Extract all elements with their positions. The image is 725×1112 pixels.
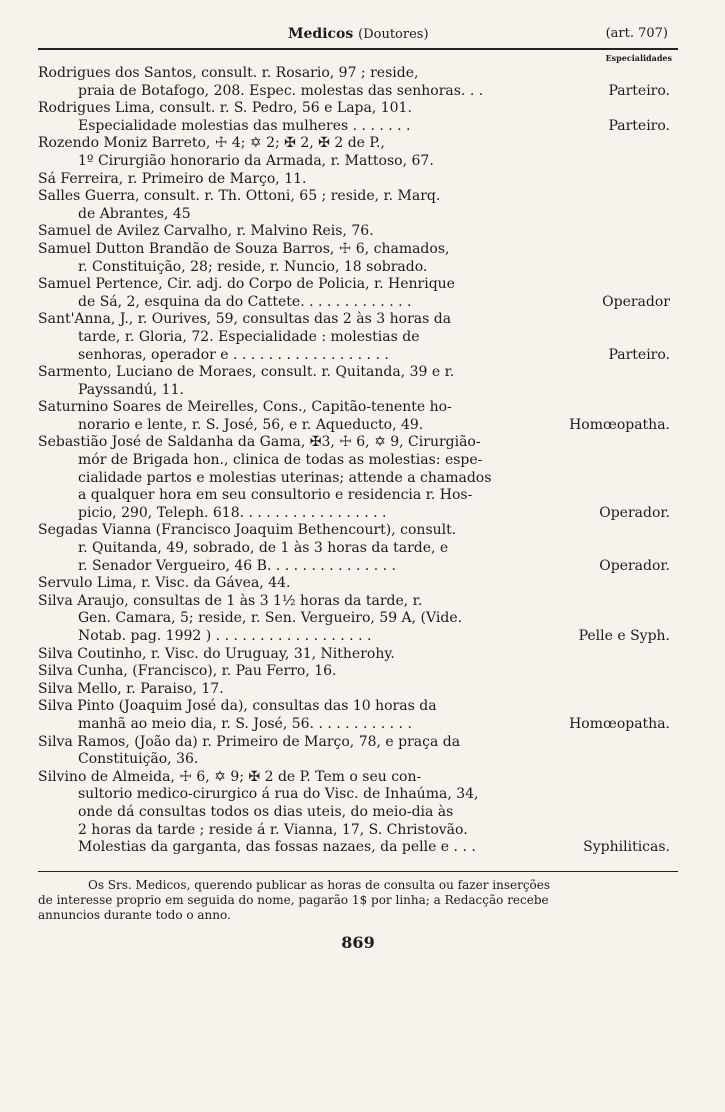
entry-line: Saturnino Soares de Meirelles, Cons., Capitão-tenente ho- bbox=[38, 399, 452, 416]
entry-specialty: Homœopatha. bbox=[569, 715, 670, 732]
directory-entry bbox=[38, 593, 678, 646]
entry-line: Silva Pinto (Joaquim José da), consultas das 10 horas da bbox=[38, 698, 437, 715]
entry-line: Silva Mello, r. Paraiso, 17. bbox=[38, 680, 224, 697]
entry-line: Sá Ferreira, r. Primeiro de Março, 11. bbox=[38, 170, 307, 187]
directory-entry bbox=[38, 223, 678, 241]
entry-line: Rodrigues dos Santos, consult. r. Rosario, 97 ; reside, bbox=[38, 65, 419, 81]
note-line: annuncios durante todo o anno. bbox=[38, 907, 231, 922]
directory-entry bbox=[38, 434, 678, 522]
entry-line: 1º Cirurgião honorario da Armada, r. Mattoso, 67. bbox=[78, 152, 434, 169]
entry-line: r. Quitanda, 49, sobrado, de 1 às 3 horas da tarde, e bbox=[78, 540, 449, 557]
entry-line: Silva Araujo, consultas de 1 às 3 1½ horas da tarde, r. bbox=[38, 592, 423, 609]
directory-entry bbox=[38, 171, 678, 189]
note-line: Os Srs. Medicos, querendo publicar as horas de consulta ou fazer inserções bbox=[88, 877, 551, 892]
directory-entry bbox=[38, 65, 678, 100]
entry-line: norario e lente, r. S. José, 56, e r. Aqueducto, 49. bbox=[78, 416, 424, 433]
specialties-column-heading: Especialidades bbox=[605, 53, 672, 63]
directory-page bbox=[38, 24, 678, 952]
entry-line: Sarmento, Luciano de Moraes, consult. r. Quitanda, 39 e r. bbox=[38, 364, 455, 381]
article-number: (art. 707) bbox=[605, 26, 668, 41]
directory-entry bbox=[38, 276, 678, 311]
directory-entry bbox=[38, 769, 678, 857]
entry-specialty: Parteiro. bbox=[608, 117, 670, 134]
entry-specialty: Operador. bbox=[599, 504, 670, 521]
entry-line: Silva Cunha, (Francisco), r. Pau Ferro, 16. bbox=[38, 663, 337, 680]
entry-specialty: Parteiro. bbox=[608, 346, 670, 363]
entry-line: Rodrigues Lima, consult. r. S. Pedro, 56 e Lapa, 101. bbox=[38, 100, 412, 117]
entry-specialty: Homœopatha. bbox=[569, 416, 670, 433]
directory-entry bbox=[38, 135, 678, 170]
entry-line: Gen. Camara, 5; reside, r. Sen. Vergueiro, 59 A, (Vide. bbox=[78, 610, 463, 627]
entry-line: Molestias da garganta, das fossas nazaes, da pelle e . . . bbox=[78, 839, 476, 856]
directory-entry bbox=[38, 681, 678, 699]
entry-line: Silva Ramos, (João da) r. Primeiro de Março, 78, e praça da bbox=[38, 733, 461, 750]
directory-entry bbox=[38, 241, 678, 276]
entry-line: onde dá consultas todos os dias uteis, do meio-dia às bbox=[78, 803, 454, 820]
entry-specialty: Parteiro. bbox=[608, 82, 670, 99]
header-title: Medicos (Doutores) bbox=[288, 26, 429, 42]
entry-line: Samuel Dutton Brandão de Souza Barros, ☩ 6, chamados, bbox=[38, 240, 450, 257]
directory-entry bbox=[38, 698, 678, 733]
entry-line: de Abrantes, 45 bbox=[78, 205, 191, 222]
entry-line: mór de Brigada hon., clinica de todas as molestias: espe- bbox=[78, 452, 483, 469]
header-subtitle: (Doutores) bbox=[358, 27, 429, 42]
entry-line: tarde, r. Gloria, 72. Especialidade : molestias de bbox=[78, 328, 420, 345]
entry-line: sultorio medico-cirurgico á rua do Visc. de Inhaúma, 34, bbox=[78, 786, 479, 803]
entry-line: Silva Coutinho, r. Visc. do Uruguay, 31, Nitherohy. bbox=[38, 645, 395, 662]
entry-line: manhã ao meio dia, r. S. José, 56. . . . . . . . . . . . bbox=[78, 715, 412, 732]
header-rule bbox=[38, 48, 678, 50]
entry-line: praia de Botafogo, 208. Espec. molestas das senhoras. . . bbox=[78, 82, 484, 99]
directory-entry bbox=[38, 100, 678, 135]
directory-entry bbox=[38, 522, 678, 575]
page-header bbox=[38, 24, 678, 46]
entry-specialty: Syphiliticas. bbox=[583, 839, 670, 856]
entry-line: Samuel de Avilez Carvalho, r. Malvino Reis, 76. bbox=[38, 223, 374, 240]
entry-line: Samuel Pertence, Cir. adj. do Corpo de Policia, r. Henrique bbox=[38, 276, 455, 293]
entry-line: Rozendo Moniz Barreto, ☩ 4; ✡ 2; ✠ 2, ✠ 2 de P., bbox=[38, 135, 385, 152]
entry-line: cialidade partos e molestias uterinas; attende a chamados bbox=[78, 469, 492, 486]
entry-specialty: Operador bbox=[602, 293, 670, 310]
directory-entry bbox=[38, 663, 678, 681]
entry-line: a qualquer hora em seu consultorio e residencia r. Hos- bbox=[78, 487, 473, 504]
footer-note bbox=[38, 878, 678, 923]
entry-line: Segadas Vianna (Francisco Joaquim Bethencourt), consult. bbox=[38, 522, 457, 539]
entry-line: Sant'Anna, J., r. Ourives, 59, consultas das 2 às 3 horas da bbox=[38, 311, 452, 328]
entry-line: Payssandú, 11. bbox=[78, 381, 184, 398]
page-number: 869 bbox=[341, 932, 375, 952]
entry-line: de Sá, 2, esquina da do Cattete. . . . . . . . . . . . . bbox=[78, 293, 412, 310]
entry-line: Especialidade molestias das mulheres . . . . . . . bbox=[78, 117, 411, 134]
entry-specialty: Operador. bbox=[599, 557, 670, 574]
entry-line: r. Constituição, 28; reside, r. Nuncio, 18 sobrado. bbox=[78, 258, 428, 275]
note-line: de interesse proprio em seguida do nome, pagarão 1$ por linha; a Redacção recebe bbox=[38, 892, 549, 907]
directory-entry bbox=[38, 399, 678, 434]
entry-specialty: Pelle e Syph. bbox=[578, 628, 670, 644]
entry-line: Silvino de Almeida, ☩ 6, ✡ 9; ✠ 2 de P. Tem o seu con- bbox=[38, 768, 422, 785]
entry-line: Servulo Lima, r. Visc. da Gávea, 44. bbox=[38, 575, 291, 592]
entry-line: Salles Guerra, consult. r. Th. Ottoni, 65 ; reside, r. Marq. bbox=[38, 188, 441, 205]
directory-entry bbox=[38, 364, 678, 399]
directory-entry bbox=[38, 646, 678, 664]
directory-entry bbox=[38, 311, 678, 364]
entry-line: r. Senador Vergueiro, 46 B. . . . . . . . . . . . . . . bbox=[78, 557, 397, 574]
footer-rule bbox=[38, 871, 678, 872]
directory-entry bbox=[38, 734, 678, 769]
entry-line: Notab. pag. 1992 ) . . . . . . . . . . . . . . . . . . bbox=[78, 628, 372, 644]
physician-list bbox=[38, 65, 678, 857]
entry-line: Sebastião José de Saldanha da Gama, ✠3, ☩ 6, ✡ 9, Cirurgião- bbox=[38, 434, 481, 451]
directory-entry bbox=[38, 188, 678, 223]
entry-line: Constituição, 36. bbox=[78, 751, 199, 768]
entry-line: picio, 290, Teleph. 618. . . . . . . . . . . . . . . . . bbox=[78, 504, 387, 521]
directory-entry bbox=[38, 575, 678, 593]
entry-line: senhoras, operador e . . . . . . . . . . . . . . . . . . bbox=[78, 346, 389, 363]
entry-line: 2 horas da tarde ; reside á r. Vianna, 17, S. Christovão. bbox=[78, 821, 468, 838]
